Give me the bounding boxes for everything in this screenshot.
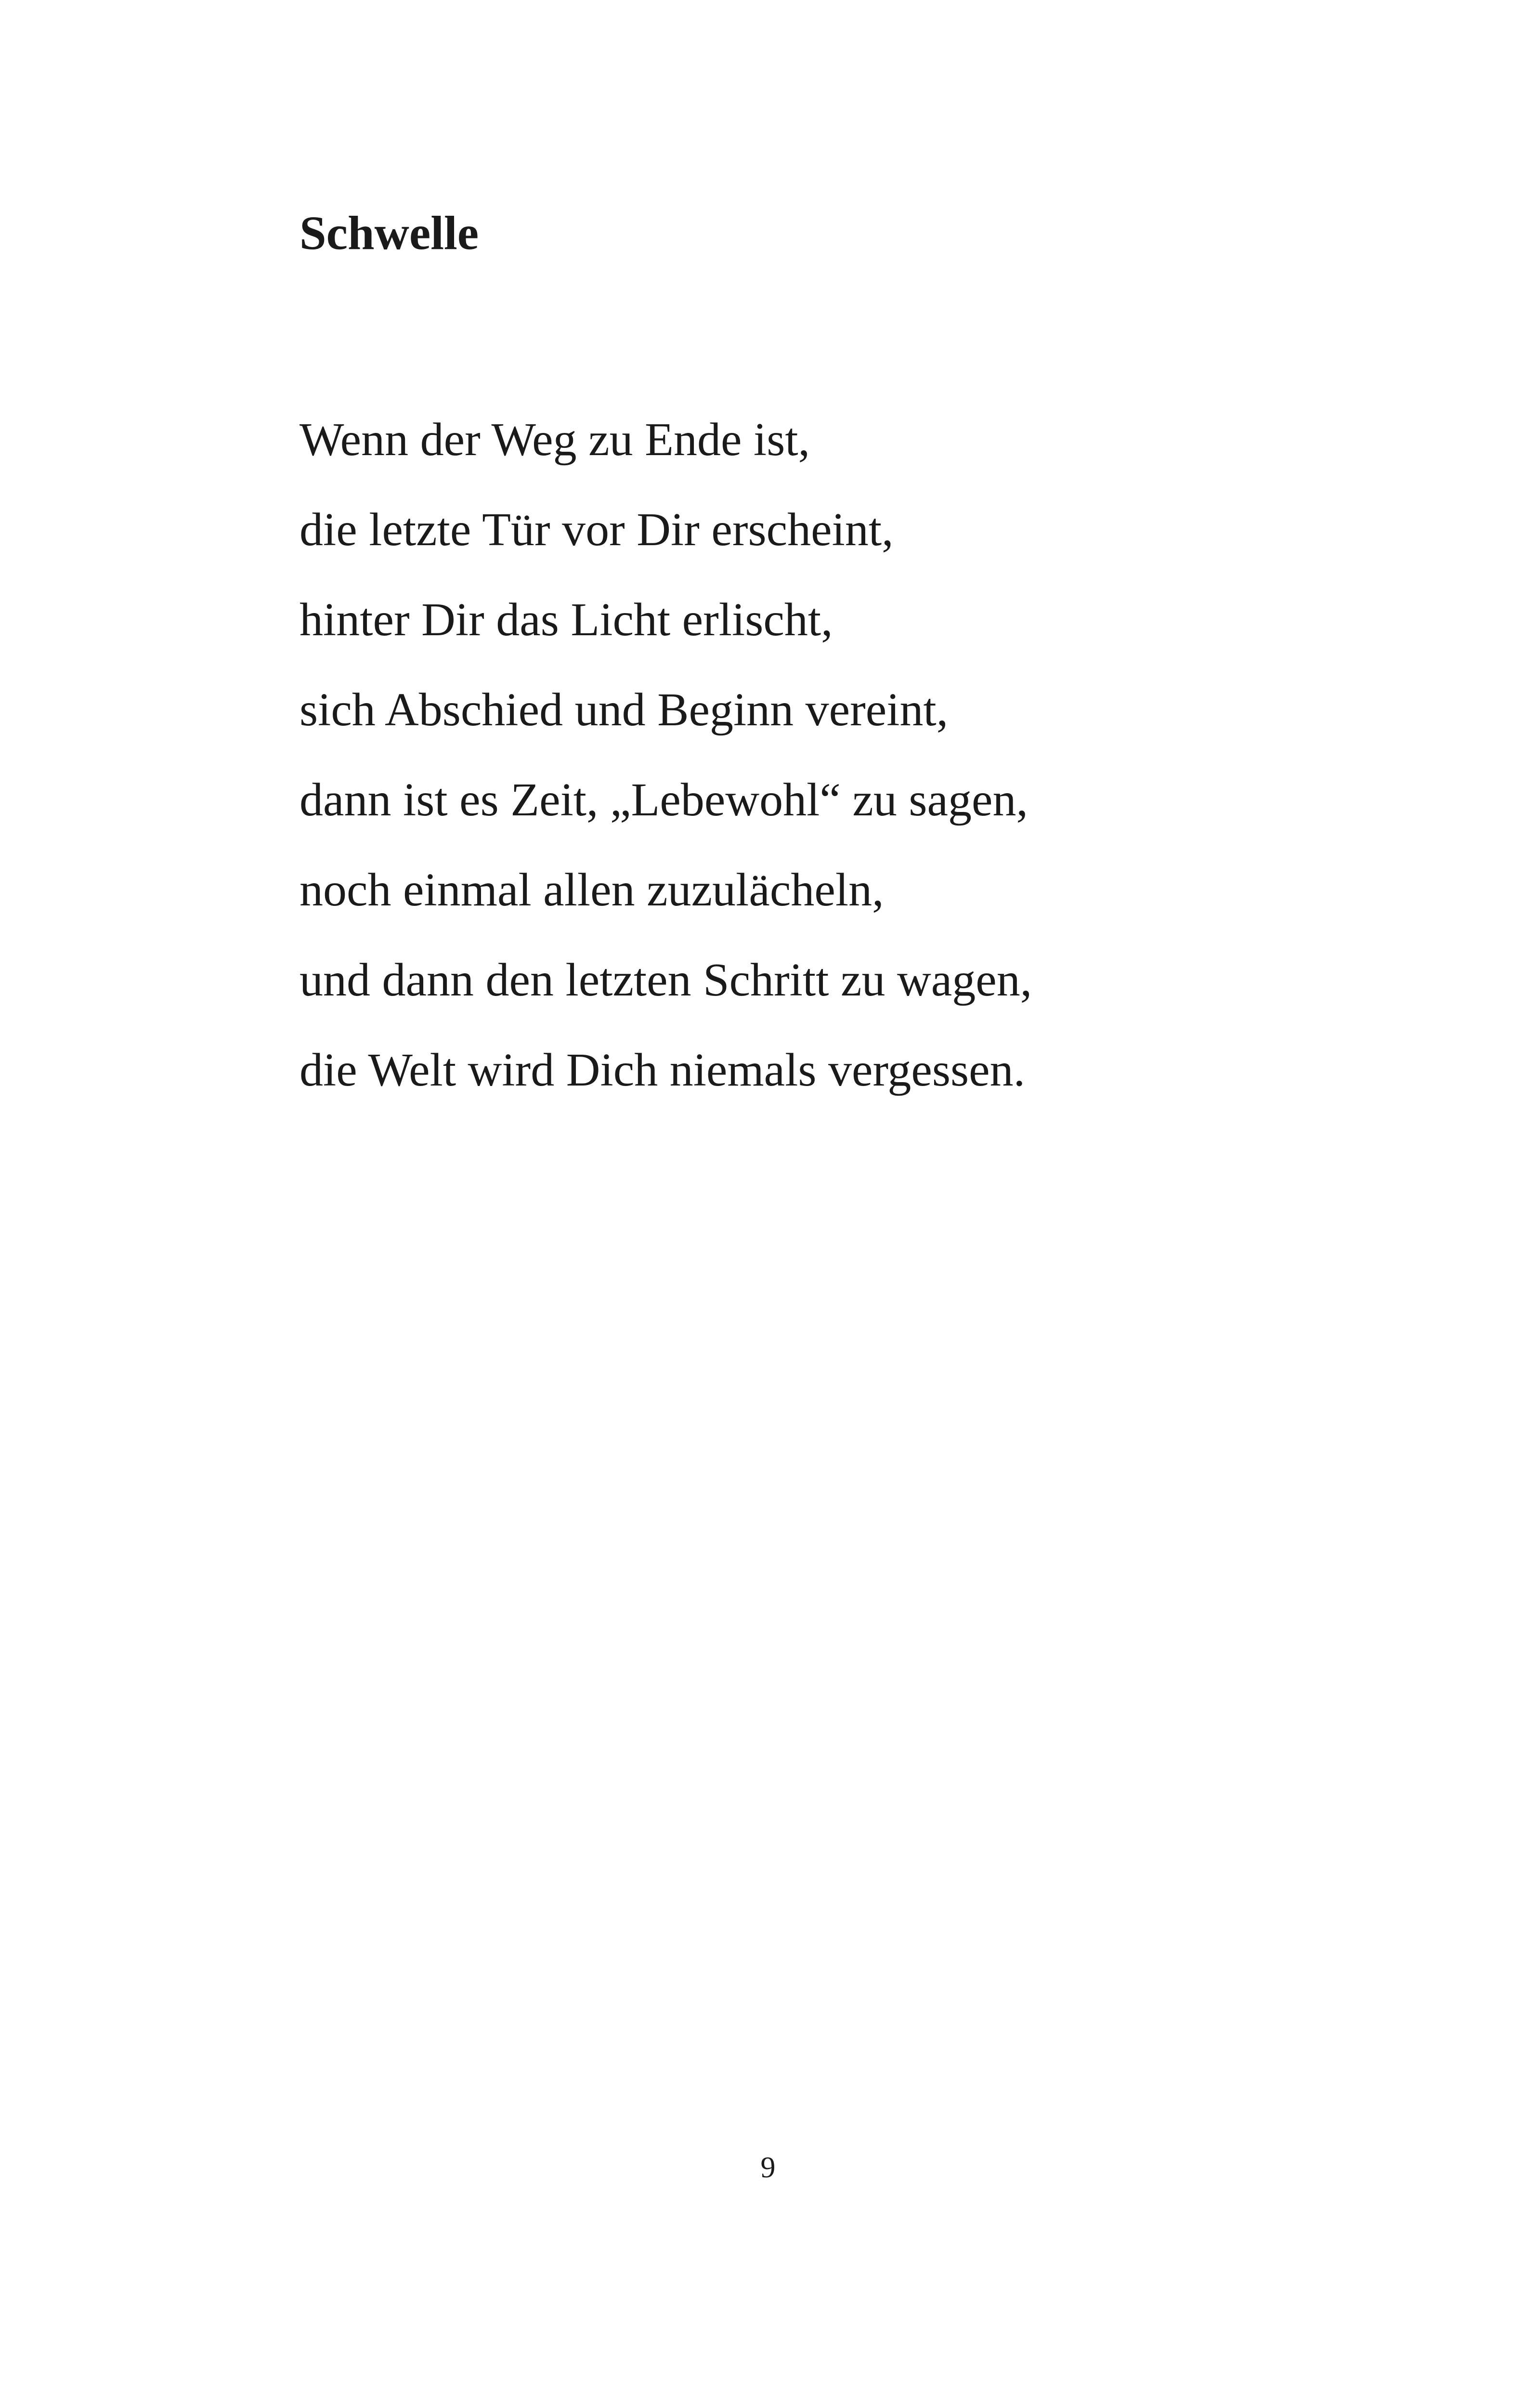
page-number: 9 <box>760 2151 776 2184</box>
poem-body <box>299 395 1032 1115</box>
poem-line: die Welt wird Dich niemals vergessen. <box>299 1044 1026 1096</box>
poem-line: sich Abschied und Beginn vereint, <box>299 684 949 736</box>
poem-title: Schwelle <box>299 206 479 260</box>
poem-line: die letzte Tür vor Dir erscheint, <box>299 504 894 556</box>
poem-line: und dann den letzten Schritt zu wagen, <box>299 954 1032 1006</box>
poem-line: hinter Dir das Licht erlischt, <box>299 594 833 646</box>
poem-line: noch einmal allen zuzulächeln, <box>299 864 884 916</box>
poem-line: Wenn der Weg zu Ende ist, <box>299 414 810 466</box>
poem-line: dann ist es Zeit, „Lebewohl“ zu sagen, <box>299 774 1028 826</box>
